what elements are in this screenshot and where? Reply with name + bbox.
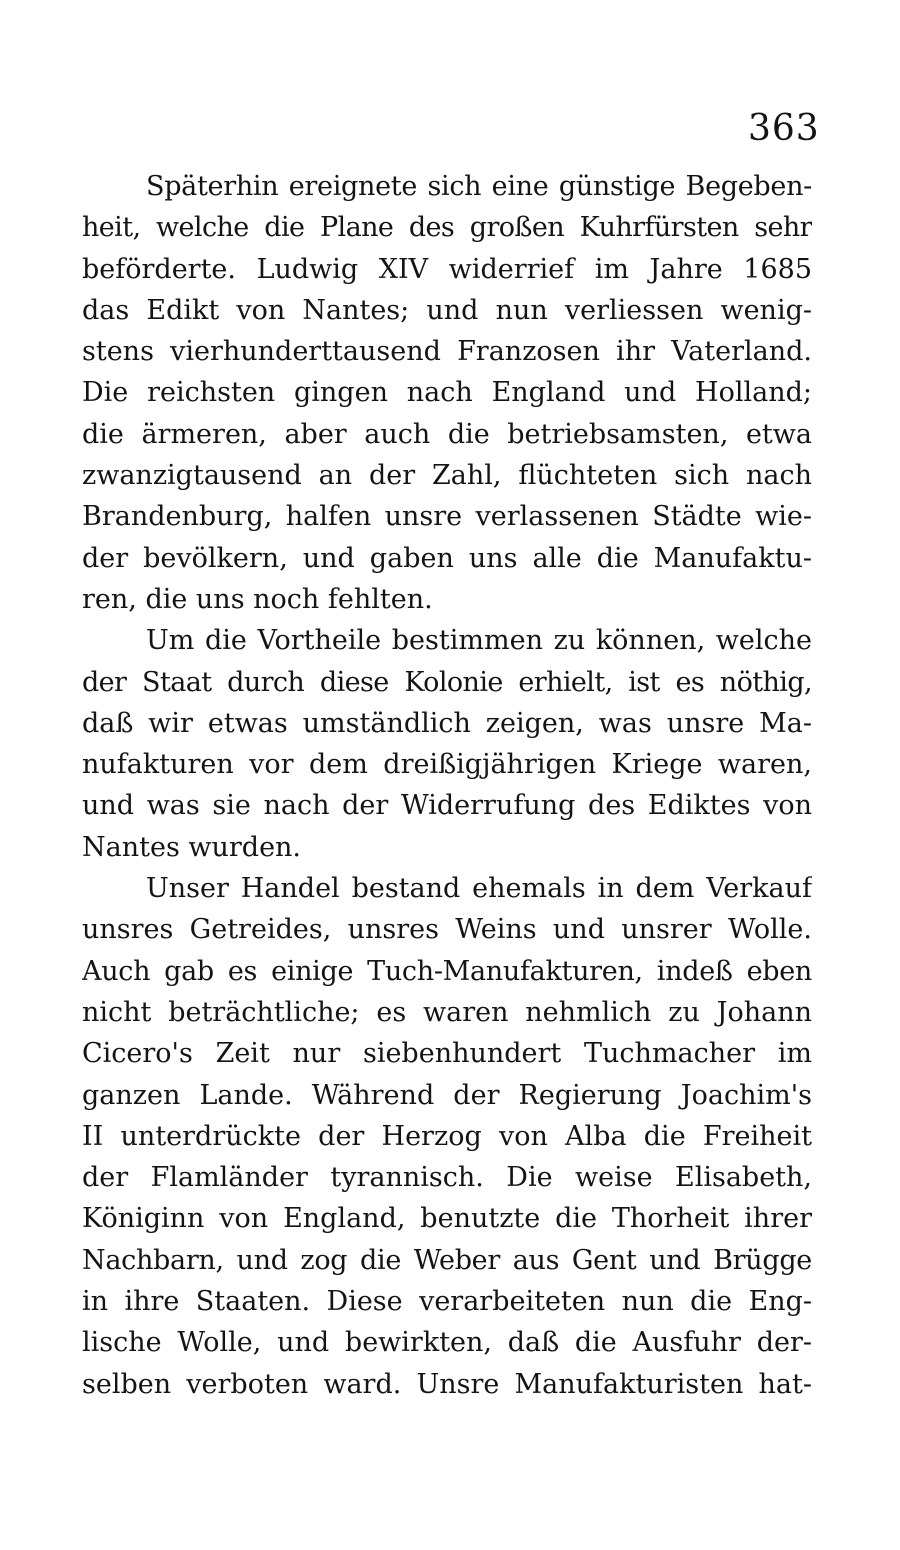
text-line: der Flamländer tyrannisch. Die weise Elisabeth, — [82, 1162, 812, 1194]
text-line: Nachbarn, und zog die Weber aus Gent und Brügge — [82, 1244, 812, 1276]
page-number: 363 — [748, 108, 820, 149]
text-line: Auch gab es einige Tuch-Manufakturen, indeß eben — [82, 955, 812, 987]
body-text — [82, 166, 812, 1405]
text-line: das Edikt von Nantes; und nun verliessen wenig- — [82, 294, 812, 326]
text-line: stens vierhunderttausend Franzosen ihr Vaterland. — [82, 336, 812, 368]
text-line: ganzen Lande. Während der Regierung Joachim's — [82, 1079, 812, 1111]
text-line: Brandenburg, halfen unsre verlassenen Städte wie- — [82, 501, 812, 533]
text-line: der Staat durch diese Kolonie erhielt, ist es nöthig, — [82, 666, 812, 698]
text-line: Die reichsten gingen nach England und Holland; — [82, 377, 812, 409]
text-line: unsres Getreides, unsres Weins und unsrer Wolle. — [82, 914, 812, 946]
text-line: II unterdrückte der Herzog von Alba die Freiheit — [82, 1120, 812, 1152]
text-line: der bevölkern, und gaben uns alle die Manufaktu- — [82, 542, 812, 574]
text-line: beförderte. Ludwig XIV widerrief im Jahre 1685 — [82, 253, 812, 285]
text-line: Um die Vortheile bestimmen zu können, welche — [146, 625, 812, 657]
text-line: selben verboten ward. Unsre Manufakturisten hat- — [82, 1368, 812, 1400]
text-line: und was sie nach der Widerrufung des Ediktes von — [82, 790, 812, 822]
text-line: Unser Handel bestand ehemals in dem Verkauf — [146, 873, 812, 905]
text-line: lische Wolle, und bewirkten, daß die Ausfuhr der- — [82, 1327, 812, 1359]
text-line: Späterhin ereignete sich eine günstige Begeben- — [146, 171, 812, 202]
text-line: heit, welche die Plane des großen Kuhrfürsten sehr — [82, 212, 812, 244]
text-line: Nantes wurden. — [82, 831, 302, 863]
text-line: Cicero's Zeit nur siebenhundert Tuchmacher im — [82, 1038, 812, 1070]
text-line: ren, die uns noch fehlten. — [82, 583, 433, 615]
text-line: daß wir etwas umständlich zeigen, was unsre Ma- — [82, 707, 812, 739]
text-line: die ärmeren, aber auch die betriebsamsten, etwa — [82, 418, 812, 450]
text-line: nicht beträchtliche; es waren nehmlich zu Johann — [82, 996, 812, 1028]
text-line: Königinn von England, benutzte die Thorheit ihrer — [82, 1203, 812, 1235]
text-line: nufakturen vor dem dreißigjährigen Kriege waren, — [82, 749, 812, 781]
text-line: in ihre Staaten. Diese verarbeiteten nun die Eng- — [82, 1286, 812, 1318]
text-line: zwanzigtausend an der Zahl, flüchteten sich nach — [82, 460, 812, 492]
